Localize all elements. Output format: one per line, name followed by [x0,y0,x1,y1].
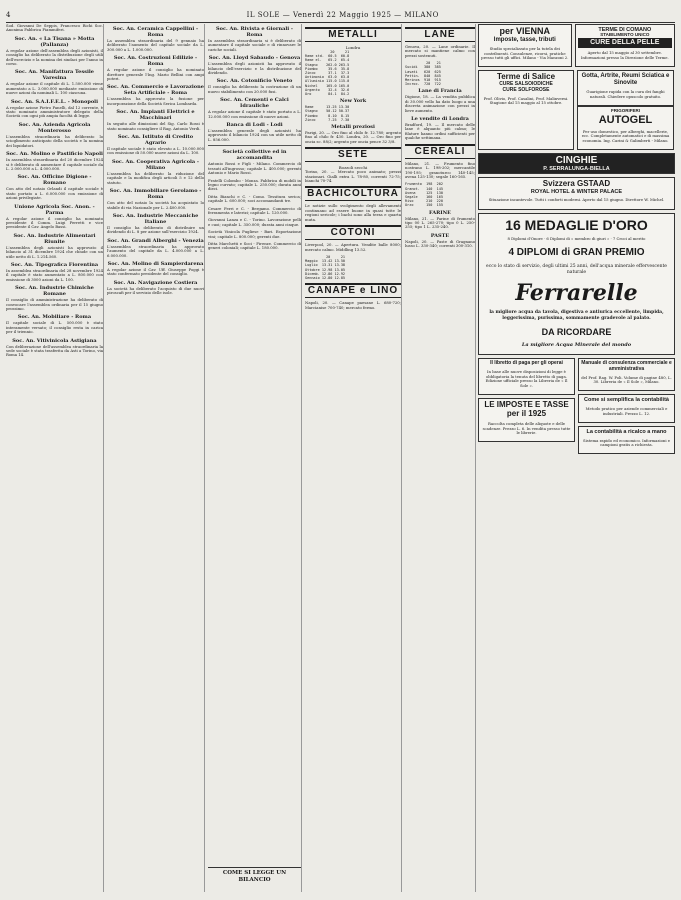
section-heading: Soc. An. Industrie Alimentari Riunite [13,232,96,245]
ad-libretto [478,358,575,395]
ad-title: per VIENNA [499,26,551,36]
sete-subtitle: Bozzoli secchi [338,165,368,171]
ad-subtitle: P. SERRALUNGA-BIELLA [543,165,610,172]
text-paragraph: Torino, 20. — Mercato poco animato; prezzi stazionari. Gialli extra L. 78-80, correnti 72-75; bianchi 70-74. [305,169,401,184]
text-paragraph: Il capitale sociale di L. 500.000 è stato interamente versato; il consiglio resta in carica per il triennio. [6,320,103,335]
text-paragraph: Liverpool, 20. — Apertura. Vendite balle 8000; mercato calmo. Middling 13.52. [305,242,401,252]
text-paragraph: Digione, 18. — La vendita pubblica di 30.000 vello ha dato luogo a una discreta animazione con prezzi in lieve aumento. [405,94,475,113]
section-heading: Soc. An. Cotonificio Veneto [216,78,293,85]
ad-stack-right [578,358,675,457]
text-paragraph: Antonio Rossi e Figli - Milano. Commercio di tessuti all'ingrosso; capitale L. 400.000; gerenti Antonio e Mario Rossi. [208,161,301,176]
text-paragraph: Il consiglio ha deliberato la costruzione di un nuovo stabilimento con 20.000 fusi. [208,84,301,94]
text-paragraph: Con deliberazione dell'assemblea straordinaria la sede sociale è stata trasferita da Asti a Torino, via Roma 14. [6,343,103,358]
text-paragraph: Fratelli Colombo - Monza. Fabbrica di mobili in legno curvato; capitale L. 250.000; durata anni dieci. [208,177,301,192]
metalli-subtitle: Londra [345,45,361,50]
section-heading: Soc. An. Navigazione Costiera [113,279,198,286]
section-heading: Banca di Lodi - Lodi [226,122,283,129]
text-paragraph: Il consiglio ha deliberato di distribuire un dividendo di L. 8 per azione sull'esercizio 1924. [107,224,204,235]
col1-paragraphs [6,24,103,358]
text-paragraph: L'assemblea degli azionisti ha approvato il bilancio dell'esercizio e la distribuzione del dividendo. [208,61,301,76]
text-paragraph: Il consiglio di amministrazione ha deliberato di convocare l'assemblea ordinaria per il 15 giugno prossimo. [6,297,103,311]
lane-title: LANE [405,27,475,42]
newyork-table: Rame 13.25 13.30 Stagno 50.12 50.37 Piombo 8.10 8.15 Zinco 7.25 7.30 [305,105,350,122]
section-heading: Soc. An. Molino di Sampierdarena [107,260,204,267]
ad-contabilita [578,394,675,422]
ad-subtitle: CURE SALSOIODICHE [499,81,553,88]
text-paragraph: Con atto del notaio Orlandi il capitale sociale è stato portato a L. 6.000.000 con emissione di azioni privilegiate. [6,186,103,201]
ad-text: ecco lo stato di servizio, degli ultimi 25 anni, dell'acqua minerale effervescente naturale [486,264,667,275]
section-heading: Soc. An. Impianti Elettrici e Macchinari [116,109,195,122]
cereali-table: Frumento 198 202 Granot. 140 145 Avena 125 130 Segale 160 165 Riso 210 220 Orzo 150 155 [405,182,443,208]
section-heading: Soc. An. Azienda Agricola Monterosso [18,121,91,134]
column-3 [208,24,302,892]
text-paragraph: A regolar azione il consiglio ha nominato presidente il Comm. Luigi Ferretti e vice presidente il Cav. Angelo Bassi. [6,215,103,230]
divider [208,145,301,146]
text-paragraph: La società ha deliberato l'acquisto di due nuovi piroscafi per il servizio delle isole. [107,285,204,296]
ad-title: TERME DI COMANO [598,27,652,33]
column-1 [6,24,104,892]
text-paragraph: Napoli, 20. — Canape paesane L. 680-720; Marcianise 700-740; mercato fermo. [305,300,401,310]
ad-subtitle: CURE SOLFOROSE [502,86,550,93]
text-paragraph: In seguito alle dimissioni del Sig. Carlo Rossi è stato nominato consigliere il Rag. Antonio Verdi. [107,121,204,131]
text-paragraph: Il capitale sociale è stato elevato a L. 10.000.000 con emissione di 50.000 nuove azioni da L. 100. [107,146,204,156]
text-paragraph: Napoli, 20. — Paste di Gragnano lusso L. 330-340; correnti 300-310. [405,238,475,249]
ad-autogel [577,106,674,150]
ferrarelle-logo: Ferrarelle [515,279,638,306]
ad-text: In base alle nuove disposizioni di legge è obbligatoria la tenuta del libretto di paga. Edizione ufficiale presso la Libreria de « Il Sole ». [485,369,568,388]
text-paragraph: In assemblea straordinaria del 20 dicembre 1924 si è deliberato di aumentare il capitale sociale da L. 2.000.000 a L. 4.000.000. [6,157,103,171]
cereali-title: CEREALI [405,144,475,159]
ad-cinghie [478,153,675,174]
text-paragraph: Ditta Marchetti e Soci - Firenze. Commercio di generi coloniali; capitale L. 180.000. [208,240,301,251]
prezzi-heading: Metalli preziosi [331,124,375,131]
section-heading: Soc. An. Manifattura Tessile Varesina [15,69,94,82]
section-heading: Soc. An. Istituto di Credito Agrario [117,134,194,147]
section-heading: Unione Agricola Soc. Anon. - Parma [14,203,95,216]
lane-table: 20 21 Sucidi 380 385 Lavati 620 625 Pettin. 840 845 Merinos 910 915 Incroc. 720 722 [405,61,441,87]
ad-title: Terme di Salice [496,72,556,82]
text-paragraph: Con atto del notaio la società ha acquistato lo stabile di via Nazionale per L. 2.400.000. [107,200,204,210]
text-paragraph: La assemblea straordinaria del 9 gennaio ha deliberato l'aumento del capitale sociale da L. 300.000 a L. 1.000.000. [107,38,204,52]
ad-text: del Prof. Rag. W. Poli. Volume di pagine 480, L. 30. Libreria de « Il Sole », Milano. [581,374,672,385]
ad-row-middle [478,70,675,149]
text-paragraph: In assemblea straordinaria si è deliberato di aumentare il capitale sociale e di rinnovare le cariche sociali. [208,38,301,52]
ad-text: Guarigione rapida con la cura dei fanghi naturali. Chiedere opuscolo gratuito. [586,89,665,99]
section-heading: Soc. An. Industrie Chimiche Romane [15,285,94,298]
ad-manuale [578,358,675,391]
ad-text: Per uso domestico, per alberghi, macellerie, ecc. Completamente automatici e di massima economia. Ing. Carini & Galimberti - Milano. [581,128,670,143]
ad-text: 8 Diplomi d'Onore · 6 Diplomi di « membro di giuri » · 7 Croci al merito [507,236,646,242]
text-paragraph: Ditta Bianchi e C. - Como. Tessitura serica; capitale L. 600.000; soci accomandanti tre. [208,193,301,204]
ad-text: Raccolta completa delle aliquote e delle scadenze. Prezzo L. 6. In vendita presso tutte le librerie. [482,421,571,435]
section-heading: Soc. An. Ceramica Cappellini - Roma [112,26,199,38]
ad-title: Il libretto di paga per gli operai [490,360,563,367]
ad-subtitle: Imposte, tasse, tributi [493,36,556,43]
section-heading: Soc. An. Immobiliare Gerolamo - Roma [109,188,202,201]
text-paragraph: A regolar azione il capitale di L. 1.500.000 viene aumentato a L. 3.000.000 mediante emissione di nuove azioni da nominali L. 100 ciascuna. [6,81,103,96]
section-heading: Soc. An. Officine Digione - Romano [17,174,92,187]
column-2 [107,24,205,892]
text-paragraph: Milano, 21. — Farine di frumento tipo 00 L. 265-270; tipo 0 L. 250-255; tipo 1 L. 235-240. [405,215,475,230]
canape-title: CANAPE e LINO [305,283,401,298]
ad-text: Aperto dal 15 maggio al 30 settembre. Informazioni presso la Direzione delle Terme. [580,50,669,60]
ad-gotta [577,70,674,106]
ad-gstaad [478,177,675,210]
text-paragraph: In assemblea straordinaria del 28 novembre 1924 il capitale è stato aumentato a L. 800.000 con emissione di 3000 azioni da L. 100. [6,267,103,282]
text-paragraph: A regolar azione Pietro Fanelli, dal 12 corrente, è stato nominato amministratore delegato della Società con ogni più ampia facoltà di legge. [6,104,103,119]
ad-subtitle: FRIGORIFERI [611,107,640,113]
text-paragraph: L'assemblea generale degli azionisti ha approvato il bilancio 1924 con un utile netto di L. 856.000. [208,128,301,142]
cotoni-title: COTONI [305,225,401,240]
text-paragraph: Giovanni Lanza e C. - Torino. Lavorazione pelli e cuoi; capitale L. 350.000; durata anni cinque. [208,217,301,227]
metalli-title: METALLI [305,27,401,42]
newspaper-title: IL SOLE — Venerdì 22 Maggio 1925 — MILANO [246,11,439,19]
text-paragraph: L'assemblea degli azionisti ha approvato il bilancio al 31 dicembre 1924 che chiude con un utile netto di L. 1.214.560. [6,244,103,259]
text-paragraph: A regolar azione dell'assemblea degli azionisti, il consiglio ha deliberato la distribuzione degli utili dell'esercizio e la nomina dei sindaci per l'anno in corso. [6,47,103,67]
text-paragraph: Le notizie sullo svolgimento degli allevamenti continuano ad essere buone in quasi tutte le regioni sericole; i bachi sono alla terza e quarta muta. [305,203,401,222]
ad-row-bottom [478,358,675,457]
text-paragraph: A regolar azione il Cav. Uff. Giuseppe Poggi è stato confermato presidente del consiglio. [107,266,204,277]
section-heading: Soc. An. Mobiliare - Roma [17,314,92,321]
ad-text: Situazione incantevole. Tutti i conforti moderni. Aperto dal 15 giugno. Direttore W. Michel. [488,197,665,203]
bottom-headline: COME SI LEGGE UN BILANCIO [208,867,301,884]
ad-highlight: CURE DELLA PELLE [578,38,672,48]
ads-column [478,24,675,892]
section-heading: Soc. An. Vitivinicola Astigiana [12,337,97,344]
text-paragraph: Genova, 20. — Lane ordinarie. Il mercato si mantiene calmo con prezzi sostenuti. [405,44,475,58]
ad-subtitle: STABILIMENTO UNICO [600,32,650,38]
ad-title: LE IMPOSTE E TASSE per il 1925 [484,399,569,418]
ad-title: Svizzera GSTAAD [542,178,611,188]
ad-stack-left [478,358,575,457]
ad-ricalco [578,426,675,454]
section-heading: Soc. An. « La Tisana » Motta (Pallanza) [14,35,95,48]
metalli-table: 20 21 Rame std. 60.5 60.8 Rame el. 65.2 65.4 Stagno 262.0 263.5 Piombo 35.6 35.8 Zinco 37.1 37.3 Antimonio 63.0 63.0 Alluminio 115.0 115.0 Nichel 165.0 165.0 Argento 32.4 32.6 Oro 84.1 84.2 [305,50,350,97]
text-paragraph: L'assemblea straordinaria ha approvato l'aumento del capitale da L. 4.000.000 a L. 6.000.000. [107,243,204,258]
ad-row-top [478,24,675,67]
text-paragraph: Cesare Ferri e C. - Bergamo. Commercio di ferramenta e laterizi; capitale L. 120.000. [208,205,301,215]
text-paragraph: Società Vinicola Pugliese - Bari. Esportazione vini; capitale L. 800.000; gerenti due. [208,229,301,239]
ad-text: la migliore acqua da tavola, digestiva e antiurica eccellente, limpida, leggerissima, purissima, sommamente gradevole al palato. [489,310,664,321]
section-heading: Soc. An. Industrie Meccaniche Italiane [112,212,199,225]
ad-text: Studio specializzato per la tutela dei contribuenti. Consulenze, ricorsi, pratiche presso tutti gli uffici. Milano - Via Manzoni 2. [481,46,569,61]
ad-imposte [478,398,575,442]
text-paragraph: Milano, 21. — Frumento fino nostrano L. 198-202; mercantile 190-195; granoturco 140-145; avena 125-130; segale 160-165. [405,160,475,179]
section-heading: Soc. An. Molino e Pastificio Napoli [6,151,103,158]
section-heading: Soc. An. S.A.I.F.E.L. - Monopoli [11,98,98,105]
section-heading: Soc. An. Cementi e Calci Idrauliche [220,97,289,110]
bachi-title: BACHICOLTURA [305,186,401,201]
ad-title: Manuale di consulenza commerciale e amministrativa [581,360,672,372]
ad-vienna [478,24,572,67]
section-heading: Soc. An. Lloyd Sabaudo - Genova [208,55,301,62]
text-paragraph: L'assemblea straordinaria ha deliberato lo scioglimento anticipato della società e la nomina dei liquidatori. [6,133,103,148]
ad-title: Come si semplifica la contabilità [584,397,669,404]
text-paragraph: A regolar azione il consiglio ha nominato direttore generale l'Ing. Mario Bellini con ampi poteri. [107,67,204,82]
masthead [6,8,675,23]
ad-headline: 16 MEDAGLIE D'ORO [505,216,648,233]
text-paragraph: Bradford, 19. — Il mercato delle lane è alquanto più calmo; le filature hanno ordini sufficienti per qualche settimana. [405,122,475,141]
column-5 [405,24,476,892]
ad-title: La contabilità a ricalco a mano [586,428,667,435]
ad-ferrarelle [478,213,675,355]
ad-subtitle: ROYAL HOTEL & WINTER PALACE [530,188,623,195]
section-heading: Soc. An. Rivista e Giornali - Roma [216,26,293,38]
newyork-heading: New York [339,98,367,105]
ad-text: Metodo pratico per aziende commerciali e industriali. Prezzo L. 12. [585,406,668,416]
text-paragraph: A regolar azione il capitale è stato portato a L. 12.000.000 con emissione di nuove azioni. [208,109,301,119]
section-heading: Soc. An. Grandi Alberghi - Venezia [107,237,204,244]
cotoni-table: 20 21 Maggio 13.42 13.50 Luglio 13.31 13.38 Ottobre 12.98 13.05 Dicemb. 12.86 12.92 Gennaio 12.80 12.85 [305,254,346,280]
ad-title: CINGHIE [555,154,598,166]
text-paragraph: L'assemblea ha deliberato la riduzione del capitale e la modifica degli articoli 5 e 12 dello statuto. [107,170,204,185]
ad-text: Sistema rapido ed economico. Informazioni e campioni gratis a richiesta. [582,437,671,448]
text-paragraph: L'assemblea ha approvato la fusione per incorporazione della Società Serica Lombarda. [107,96,204,106]
page-number: 4 [6,11,11,19]
section-heading: Soc. An. Costruzioni Edilizie - Roma [113,55,198,68]
francia-heading: Lane di Francia [418,88,462,95]
ad-subheadline: 4 DIPLOMI di GRAN PREMIO [508,246,645,258]
ad-cta: DA RICORDARE [541,326,612,337]
ad-title: AUTOGEL [598,113,653,126]
londra-heading: Le vendite di Londra [411,116,469,123]
column-4 [305,24,402,892]
text-paragraph: Sod. Giovanni De Seppis, Francesco Richi Soc. Anonima Fabbrica Fiammiferi. [6,24,103,33]
section-heading: Soc. An. Commercio e Lavorazione Seta Artificiale - Roma [107,84,204,97]
section-heading: Soc. An. Cooperativa Agricola - Milano [111,158,199,171]
ad-stack-right [577,70,674,149]
section-heading: Società collettive ed in accomandita [222,149,287,162]
text-paragraph: Parigi, 20. — Oro fino al chilo fr. 12.780; argento fino al chilo fr. 430. Londra, 20. — Oro fino per oncia sc. 88/2; argento per oncia pence 32 3/8. [305,130,401,144]
paste-heading: PASTE [430,232,450,239]
ad-text: Prof. Olivio, Prof. Casalini, Prof. Malinverni. Stagione dal 15 maggio al 15 ottobre. [483,95,569,106]
sete-title: SETE [305,147,401,162]
ad-footer: La migliore Acqua Minerale del mondo [521,341,632,348]
section-heading: Soc. An. Tipografica Fiorentina [10,261,99,268]
ad-salice [478,70,574,149]
farine-heading: FARINE [428,209,451,216]
ad-comano [575,24,675,67]
ad-title: Gotta, Artrite, Reumi Sciatica e Sinovite [581,73,670,86]
